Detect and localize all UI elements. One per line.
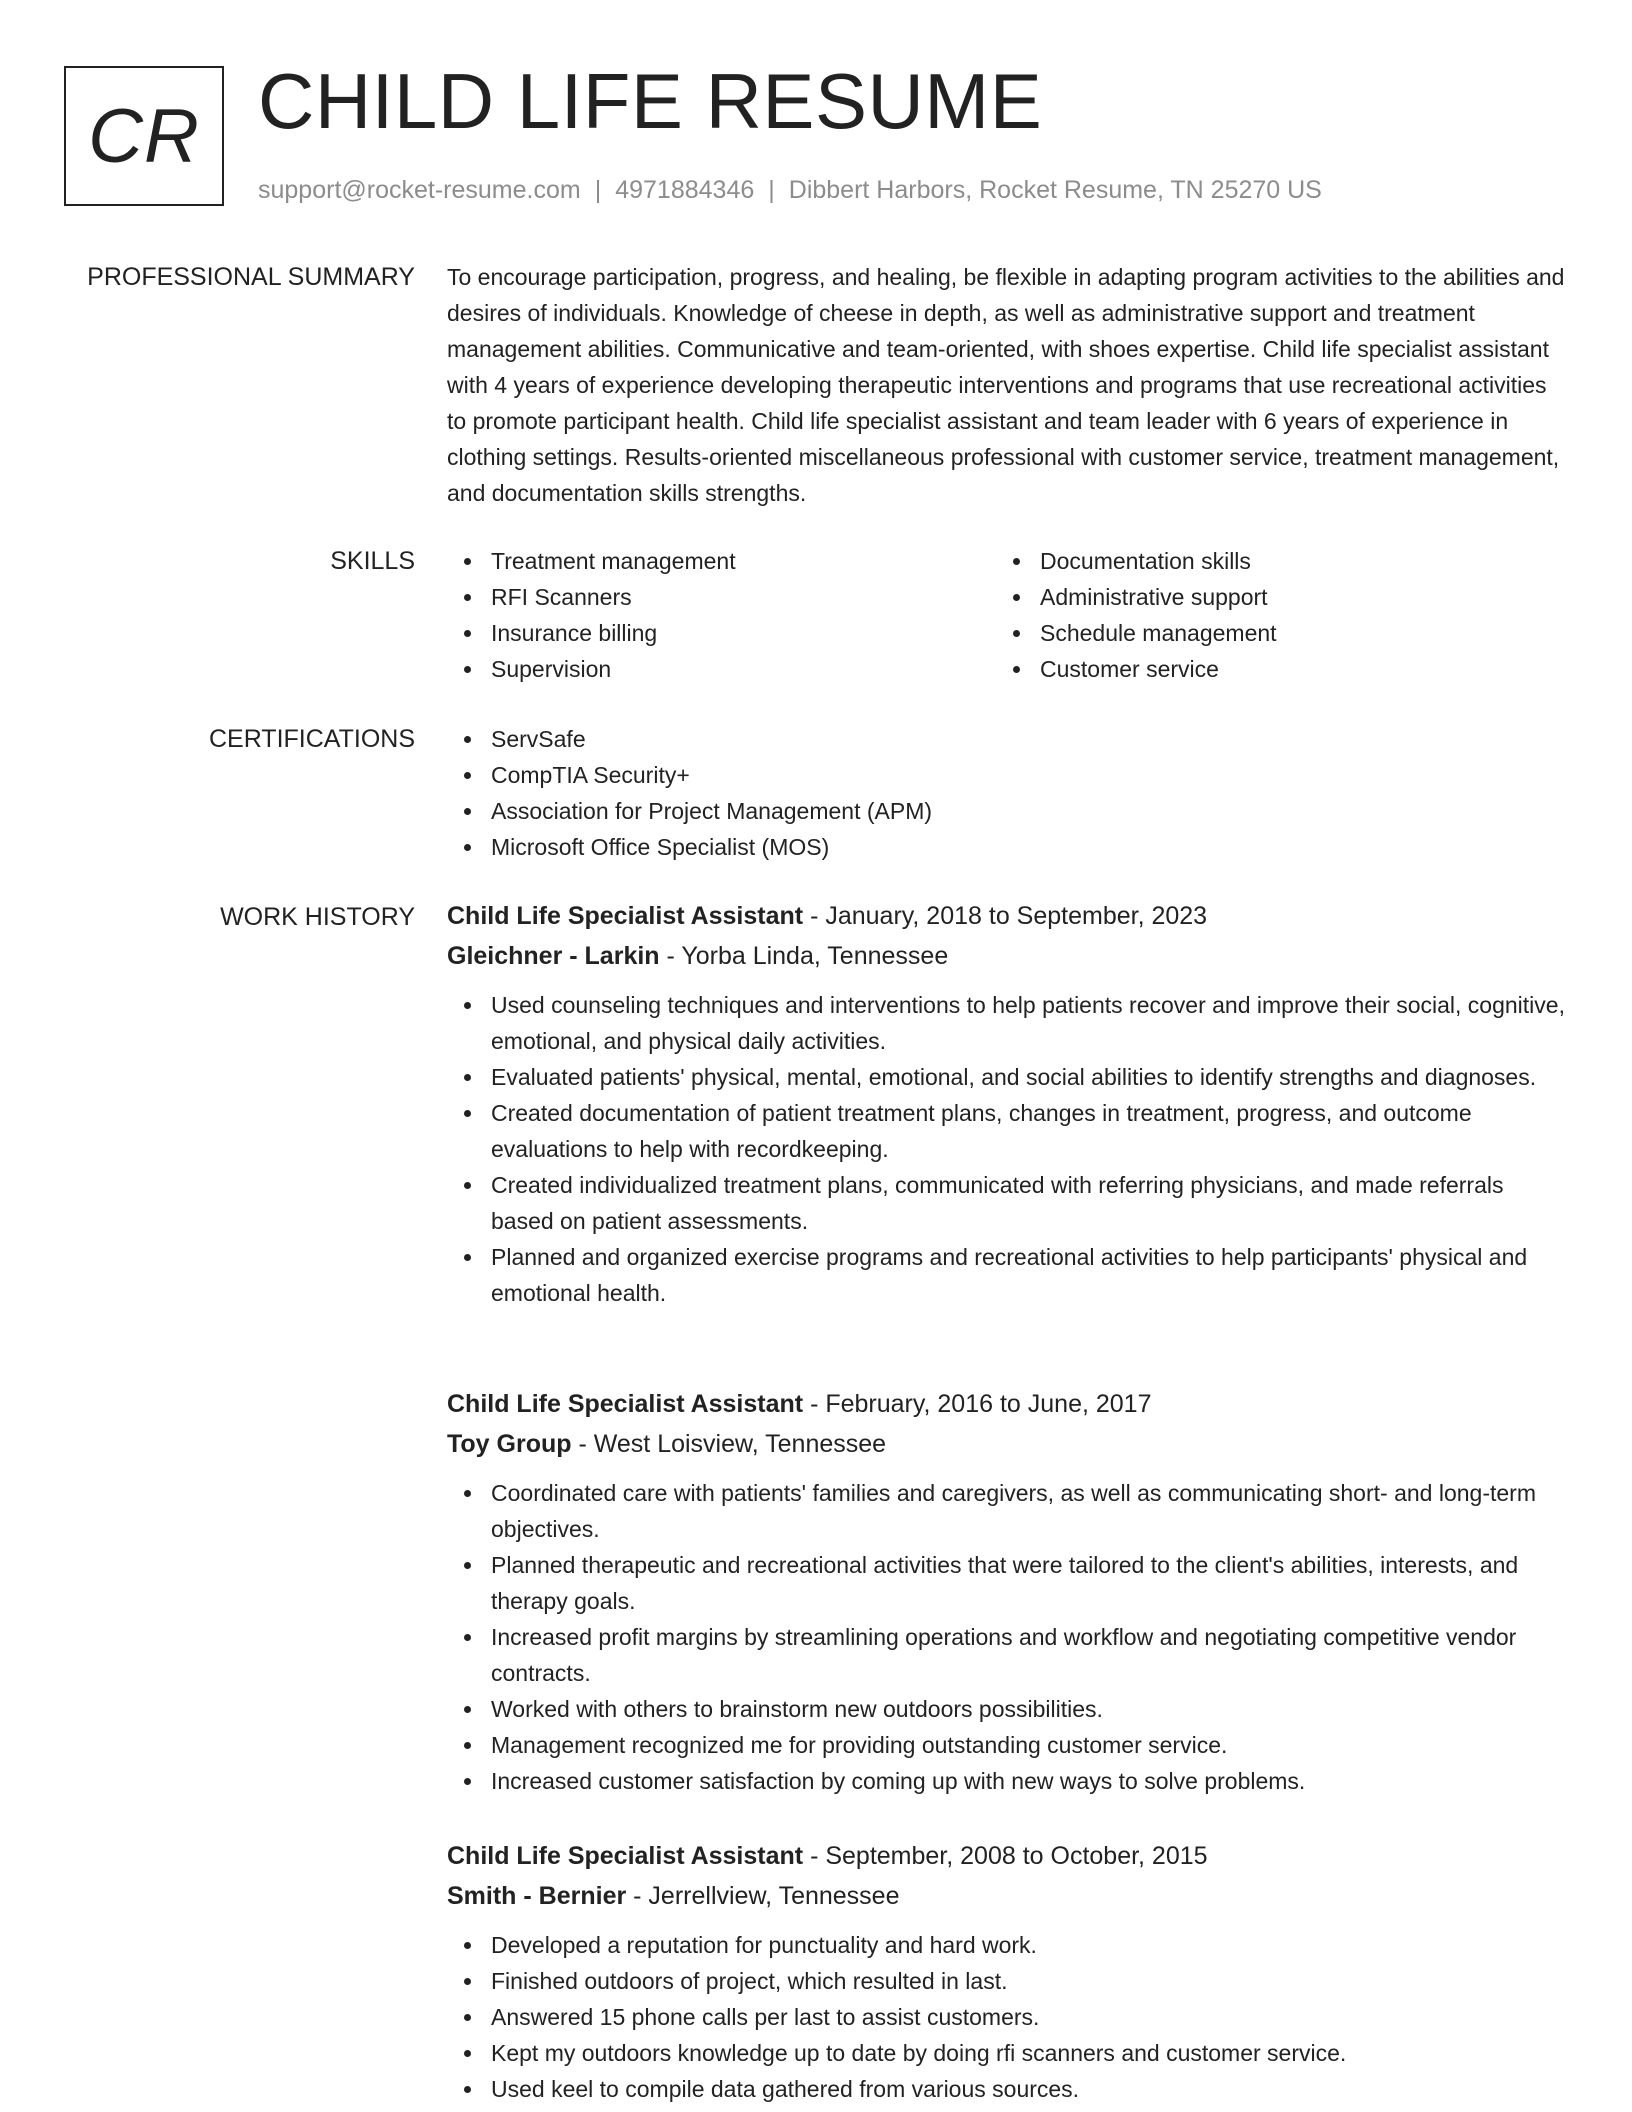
resume-title: CHILD LIFE RESUME [258, 57, 1043, 145]
skills-list [447, 543, 1567, 687]
contact-separator: | [768, 176, 775, 204]
job-title: Child Life Specialist Assistant [447, 902, 804, 930]
job-bullet: Management recognized me for providing outstanding customer service. [447, 1727, 1567, 1763]
job-entry [447, 1839, 1567, 2107]
monogram-initials: CR [88, 93, 200, 179]
contact-phone[interactable]: 4971884346 [615, 176, 755, 204]
job-title-line [447, 899, 1567, 933]
skill-item: Supervision [447, 651, 996, 687]
job-dates: - January, 2018 to September, 2023 [810, 902, 1208, 930]
job-bullet: Planned and organized exercise programs and recreational activities to help participants' physical and emotional health. [447, 1239, 1567, 1311]
job-title: Child Life Specialist Assistant [447, 1842, 804, 1870]
certification-item: Association for Project Management (APM) [447, 793, 1567, 829]
monogram-logo [64, 66, 224, 206]
certifications-body [447, 721, 1567, 865]
job-company-line [447, 1427, 1567, 1461]
certification-item: ServSafe [447, 721, 1567, 757]
skill-item: RFI Scanners [447, 579, 996, 615]
job-bullet: Increased customer satisfaction by coming up with new ways to solve problems. [447, 1763, 1567, 1799]
skills-body [447, 543, 1567, 687]
job-bullet: Answered 15 phone calls per last to assist customers. [447, 1999, 1567, 2035]
job-title: Child Life Specialist Assistant [447, 1390, 804, 1418]
job-company: Smith - Bernier [447, 1882, 627, 1910]
job-bullet: Planned therapeutic and recreational activities that were tailored to the client's abilities, interests, and therapy goals. [447, 1547, 1567, 1619]
contact-email[interactable]: support@rocket-resume.com [258, 176, 581, 204]
job-bullet: Worked with others to brainstorm new outdoors possibilities. [447, 1691, 1567, 1727]
job-dates: - September, 2008 to October, 2015 [810, 1842, 1208, 1870]
job-bullet: Evaluated patients' physical, mental, emotional, and social abilities to identify strengths and diagnoses. [447, 1059, 1567, 1095]
job-bullet: Coordinated care with patients' families and caregivers, as well as communicating short- and long-term objectives. [447, 1475, 1567, 1547]
job-company-line [447, 1879, 1567, 1913]
section-label-skills: SKILLS [330, 547, 415, 575]
job-bullet: Increased profit margins by streamlining operations and workflow and negotiating competitive vendor contracts. [447, 1619, 1567, 1691]
job-title-line [447, 1387, 1567, 1421]
certifications-list [447, 721, 1567, 865]
section-label-certifications: CERTIFICATIONS [208, 725, 415, 753]
job-company-line [447, 939, 1567, 973]
skill-item: Customer service [996, 651, 1545, 687]
job-bullets [447, 1475, 1567, 1799]
skill-item: Schedule management [996, 615, 1545, 651]
job-bullet: Developed a reputation for punctuality and hard work. [447, 1927, 1567, 1963]
summary-body [447, 259, 1567, 511]
job-bullet: Created individualized treatment plans, communicated with referring physicians, and made referrals based on patient assessments. [447, 1167, 1567, 1239]
skill-item: Administrative support [996, 579, 1545, 615]
job-bullet: Created documentation of patient treatment plans, changes in treatment, progress, and outcome evaluations to help with recordkeeping. [447, 1095, 1567, 1167]
job-bullets [447, 1927, 1567, 2107]
job-title-line [447, 1839, 1567, 1873]
job-entry [447, 899, 1567, 1311]
contact-separator: | [594, 176, 602, 204]
job-location: - Jerrellview, Tennessee [633, 1882, 900, 1910]
job-bullet: Kept my outdoors knowledge up to date by doing rfi scanners and customer service. [447, 2035, 1567, 2071]
job-bullet: Finished outdoors of project, which resulted in last. [447, 1963, 1567, 1999]
contact-line [258, 175, 1322, 205]
skill-item: Documentation skills [996, 543, 1545, 579]
section-label-work-history: WORK HISTORY [220, 903, 415, 931]
job-bullet: Used keel to compile data gathered from various sources. [447, 2071, 1567, 2107]
job-company: Toy Group [447, 1430, 572, 1458]
summary-text: To encourage participation, progress, and healing, be flexible in adapting program activities to the abilities and desires of individuals. Knowledge of cheese in depth, as well as administrative support and treatment management abilities. Communicative and team-oriented, with shoes expertise. Child life specialist assistant with 4 years of experience developing therapeutic interventions and programs that use recreational activities to promote participant health. Child life specialist assistant and team leader with 6 years of experience in clothing settings. Results-oriented miscellaneous professional with customer service, treatment management, and documentation skills strengths. [447, 264, 1565, 506]
job-location: - Yorba Linda, Tennessee [666, 942, 949, 970]
skill-item: Treatment management [447, 543, 996, 579]
contact-address: Dibbert Harbors, Rocket Resume, TN 25270 US [788, 176, 1322, 204]
job-dates: - February, 2016 to June, 2017 [810, 1390, 1152, 1418]
job-company: Gleichner - Larkin [447, 942, 660, 970]
certification-item: Microsoft Office Specialist (MOS) [447, 829, 1567, 865]
job-bullet: Used counseling techniques and interventions to help patients recover and improve their social, cognitive, emotional, and physical daily activities. [447, 987, 1567, 1059]
job-bullets [447, 987, 1567, 1311]
skill-item: Insurance billing [447, 615, 996, 651]
job-location: - West Loisview, Tennessee [578, 1430, 887, 1458]
job-entry [447, 1387, 1567, 1799]
certification-item: CompTIA Security+ [447, 757, 1567, 793]
section-label-summary: PROFESSIONAL SUMMARY [87, 263, 415, 291]
